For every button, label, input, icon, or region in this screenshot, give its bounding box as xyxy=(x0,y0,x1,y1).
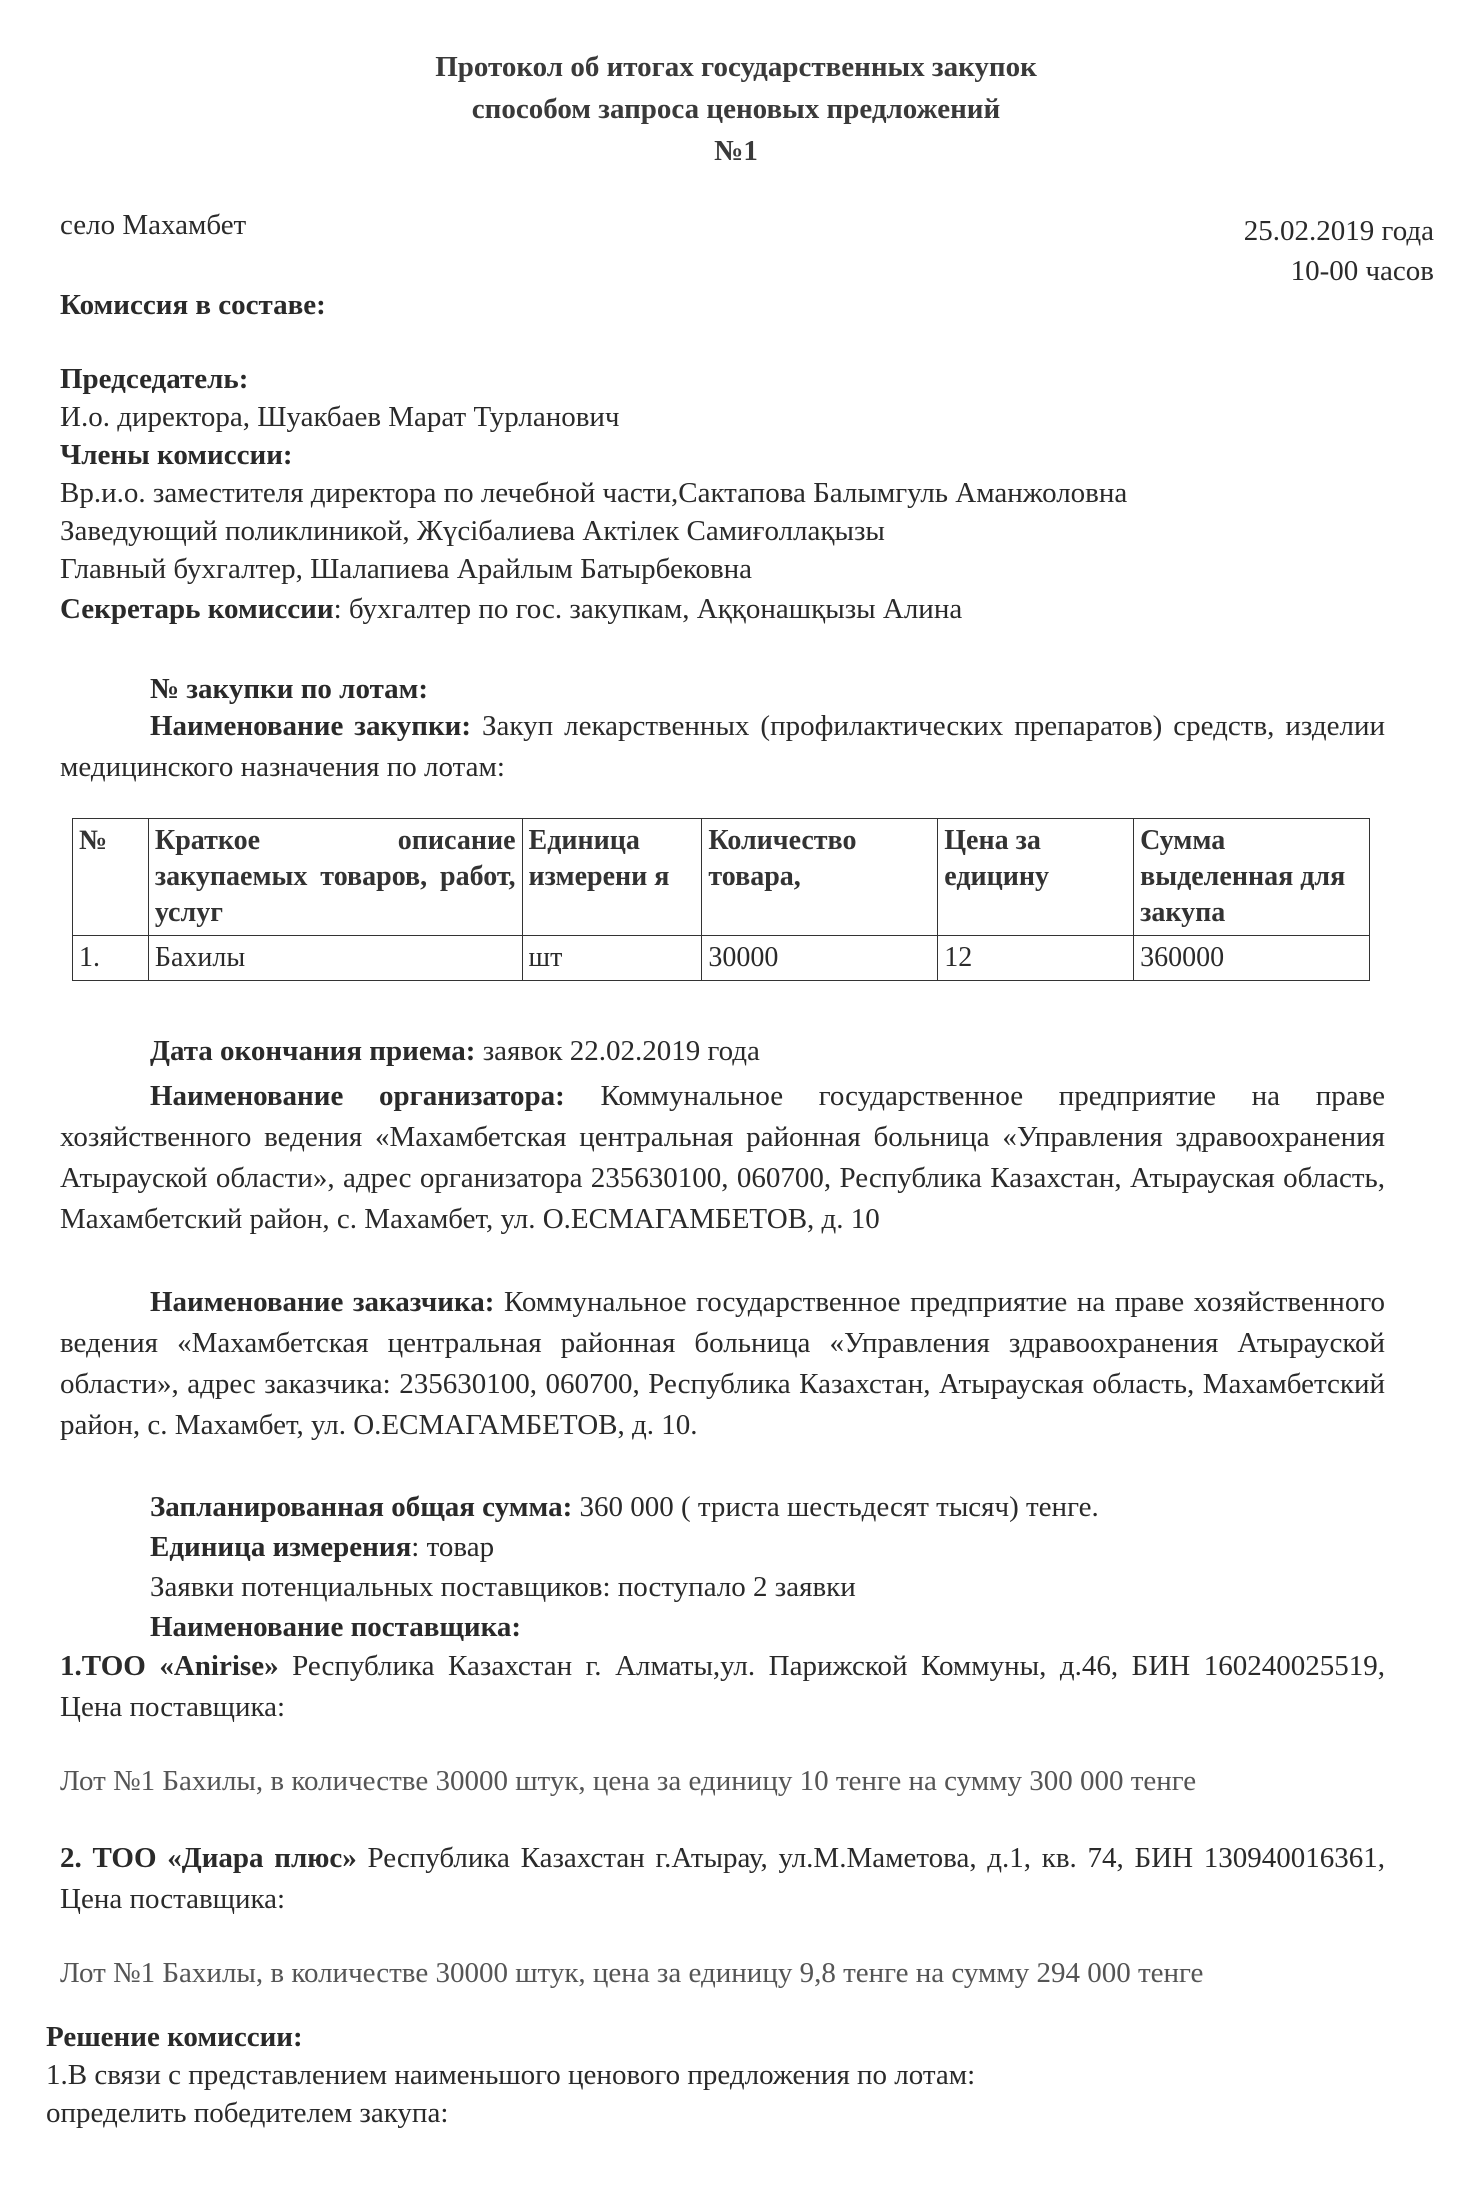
procurement-name xyxy=(60,706,1385,788)
cell-price: 12 xyxy=(938,936,1134,981)
document-title-line-2: способом запроса ценовых предложений xyxy=(471,93,1001,125)
supplier-1-offer: Лот №1 Бахилы, в количестве 30000 штук, цена за единицу 10 тенге на сумму 300 000 тенге xyxy=(60,1765,1197,1797)
member-2: Заведующий поликлиникой, Жүсібалиева Актілек Самиғоллақызы xyxy=(60,515,885,547)
lot-number-label: № закупки по лотам: xyxy=(150,673,429,705)
organizer-value: Коммунальное государственное предприятие на праве хозяйственного ведения «Махамбетская центральная районная больница «Управления здравоохранения Атырауской области», адрес организатора 235630100, 060700, Республика Казахстан, Атырауская область, Махамбетский район, с. Махамбет, ул. О.ЕСМАГАМБЕТОВ, д. 10 xyxy=(60,1080,1385,1235)
planned-sum-value: 360 000 ( триста шестьдесят тысяч) тенге. xyxy=(579,1491,1099,1523)
chair-label: Председатель: xyxy=(60,363,249,395)
organizer-paragraph xyxy=(60,1076,1385,1240)
supplier-2-address: Республика Казахстан г.Атырау, ул.М.Маметова, д.1, кв. 74, БИН 130940016361, Цена поставщика: xyxy=(60,1842,1386,1915)
customer-label: Наименование заказчика: xyxy=(150,1286,495,1318)
document-title-number: №1 xyxy=(714,135,758,167)
table-header-row xyxy=(73,819,1370,936)
customer-value: Коммунальное государственное предприятие на праве хозяйственного ведения «Махамбетская центральная районная больница «Управления здравоохранения Атырауской области», адрес заказчика: 235630100, 060700, Республика Казахстан, Атырауская область, Махамбетский район, с. Махамбет, ул. О.ЕСМАГАМБЕТОВ, д. 10. xyxy=(60,1286,1385,1441)
unit-value: : товар xyxy=(411,1531,495,1563)
commission-heading: Комиссия в составе: xyxy=(60,289,326,321)
deadline-value: заявок 22.02.2019 года xyxy=(482,1035,760,1067)
cell-sum: 360000 xyxy=(1134,936,1370,981)
procurement-name-value: Закуп лекарственных (профилактических препаратов) средств, изделии медицинского назначения по лотам: xyxy=(60,710,1385,783)
organizer-label: Наименование организатора: xyxy=(150,1080,565,1112)
planned-sum-line xyxy=(150,1488,1099,1526)
procurement-name-label: Наименование закупки: xyxy=(150,710,472,742)
supplier-1-name: 1.ТОО «Anirise» xyxy=(60,1650,279,1682)
date: 25.02.2019 года xyxy=(1243,215,1434,247)
secretary-line xyxy=(60,590,962,628)
member-1: Вр.и.о. заместителя директора по лечебной части,Сактапова Балымгуль Аманжоловна xyxy=(60,477,1128,509)
unit-line xyxy=(150,1528,494,1566)
supplier-2-name: 2. ТОО «Диара плюс» xyxy=(60,1842,357,1874)
supplier-1-info xyxy=(60,1646,1385,1728)
chair-name: И.о. директора, Шуакбаев Марат Турланович xyxy=(60,401,620,433)
applications-line: Заявки потенциальных поставщиков: поступало 2 заявки xyxy=(150,1571,856,1603)
header-price: Цена за едицину xyxy=(938,819,1134,936)
cell-description: Бахилы xyxy=(148,936,522,981)
members-label: Члены комиссии: xyxy=(60,439,293,471)
planned-sum-label: Запланированная общая сумма: xyxy=(150,1491,573,1523)
customer-paragraph xyxy=(60,1282,1385,1446)
secretary-name: : бухгалтер по гос. закупкам, Аққонашқызы Алина xyxy=(333,593,963,625)
lots-table xyxy=(72,818,1370,981)
decision-line-1: 1.В связи с представлением наименьшого ценового предложения по лотам: xyxy=(46,2059,976,2091)
supplier-1-address: Республика Казахстан г. Алматы,ул. Парижской Коммуны, д.46, БИН 160240025519, Цена поставщика: xyxy=(60,1650,1385,1723)
deadline-label: Дата окончания приема: xyxy=(150,1035,476,1067)
supplier-2-offer: Лот №1 Бахилы, в количестве 30000 штук, цена за единицу 9,8 тенге на сумму 294 000 тенге xyxy=(60,1957,1204,1989)
header-description: Краткое описание закупаемых товаров, работ, услуг xyxy=(148,819,522,936)
cell-unit: шт xyxy=(522,936,702,981)
cell-quantity: 30000 xyxy=(702,936,938,981)
secretary-label: Секретарь комиссии xyxy=(60,593,334,625)
unit-label: Единица измерения xyxy=(150,1531,412,1563)
header-sum: Сумма выделенная для закупа xyxy=(1134,819,1370,936)
deadline-line xyxy=(150,1032,760,1070)
suppliers-label: Наименование поставщика: xyxy=(150,1611,522,1643)
cell-number: 1. xyxy=(73,936,149,981)
supplier-2-info xyxy=(60,1838,1385,1920)
header-number: № xyxy=(73,819,149,936)
table-row xyxy=(73,936,1370,981)
member-3: Главный бухгалтер, Шалапиева Арайлым Батырбековна xyxy=(60,553,753,585)
header-quantity: Количество товара, xyxy=(702,819,938,936)
header-unit: Единица измерени я xyxy=(522,819,702,936)
decision-line-2: определить победителем закупа: xyxy=(46,2097,449,2129)
time: 10-00 часов xyxy=(1290,255,1434,287)
decision-label: Решение комиссии: xyxy=(46,2021,303,2053)
place: село Махамбет xyxy=(60,209,247,241)
document-title-line-1: Протокол об итогах государственных закупок xyxy=(435,51,1037,83)
